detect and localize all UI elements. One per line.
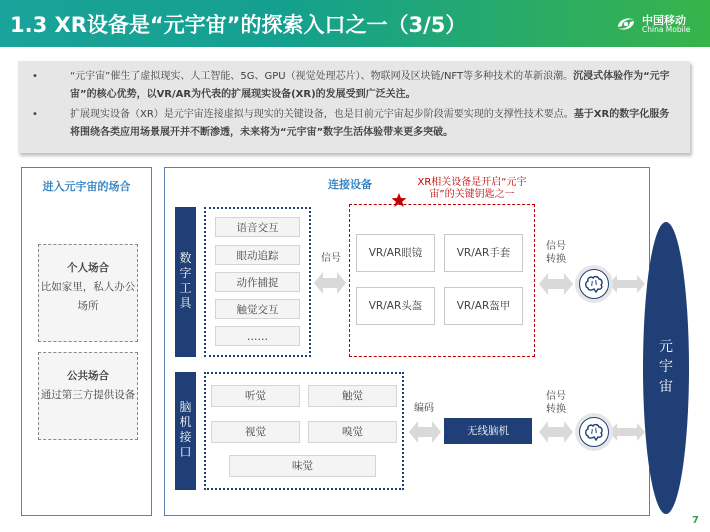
intro-bullet-2 [32,106,678,142]
intro-bullet-1 [32,68,678,104]
intro-bullet-1-bold: 沉浸式体验作为“元宇宙”的核心优势，以VR/AR为代表的扩展现实设备(XR)的发展受到广泛关注。 [70,71,670,100]
slide-header [0,0,710,47]
slide-title: 1.3 XR设备是“元宇宙”的探索入口之一（3/5） [10,13,467,37]
sense-item: 听觉 [211,385,300,407]
personal-scenario-title: 个人场合 [67,262,109,274]
signal-label: 信号 [321,253,341,264]
sense-item: 味觉 [229,455,376,477]
signal-convert-label-bottom: 信号转换 [546,391,566,415]
tool-item: 语音交互 [215,217,300,237]
brain-icon [579,417,609,447]
scenarios-panel [21,167,152,516]
public-scenario-box [38,352,138,440]
logo-text-en: China Mobile [642,25,691,34]
bci-label: 脑机接口 [175,372,196,490]
brain-icon [579,269,609,299]
brain-icon-top [575,265,613,303]
xr-devices-group [349,204,535,357]
digital-tools-label: 数字工具 [175,207,196,357]
page-number: 7 [692,515,699,526]
device-item: VR/AR眼镜 [356,234,435,272]
double-arrow-icon [539,271,573,297]
china-mobile-logo-icon [614,12,638,36]
double-arrow-icon [314,270,346,296]
double-arrow-icon [609,273,645,295]
scenarios-title: 进入元宇宙的场合 [42,180,131,193]
brain-icon-bottom [575,413,613,451]
metaverse-label: 元宇宙 [659,339,673,395]
encode-label: 编码 [414,403,434,414]
double-arrow-icon [609,421,645,443]
wireless-bci-box: 无线脑机 [444,418,532,444]
sense-item: 嗅觉 [308,421,397,443]
intro-box [18,61,690,153]
xr-key-label: XR相关设备是开启“元宇宙”的关键钥匙之一 [417,177,527,200]
connection-devices-title: 连接设备 [328,178,372,191]
intro-bullet-2-text: 扩展现实设备（XR）是元宇宙连接虚拟与现实的关键设备，也是目前元宇宙起步阶段需要实现的支撑性技术要点。 [70,109,574,120]
tool-item: …… [215,326,300,346]
sense-item: 视觉 [211,421,300,443]
signal-convert-label-top: 信号转换 [546,241,566,265]
logo-text-cn: 中国移动 [642,14,686,27]
sense-item: 触觉 [308,385,397,407]
double-arrow-icon [539,419,573,445]
intro-bullet-1-text: “元宇宙”催生了虚拟现实、人工智能、5G、GPU（视觉处理芯片）、物联网及区块链/NFT等多种技术的革新浪潮。 [70,71,574,82]
device-item: VR/AR头盔 [356,287,435,325]
personal-scenario-desc: 比如家里，私人办公场所 [40,281,136,312]
china-mobile-logo [614,11,704,37]
tool-item: 触觉交互 [215,299,300,319]
double-arrow-icon [409,419,441,445]
device-item: VR/AR盔甲 [444,287,523,325]
tool-item: 动作捕捉 [215,272,300,292]
intro-bullet-2-bold: 基于XR的数字化服务将围绕各类应用场景展开并不断渗透，未来将为“元宇宙”数字生活体验带来更多突破。 [70,109,670,138]
star-icon [391,192,407,208]
personal-scenario-box [38,244,138,342]
public-scenario-title: 公共场合 [67,370,109,382]
device-item: VR/AR手套 [444,234,523,272]
public-scenario-desc: 通过第三方提供设备 [40,389,136,401]
tool-item: 眼动追踪 [215,245,300,265]
